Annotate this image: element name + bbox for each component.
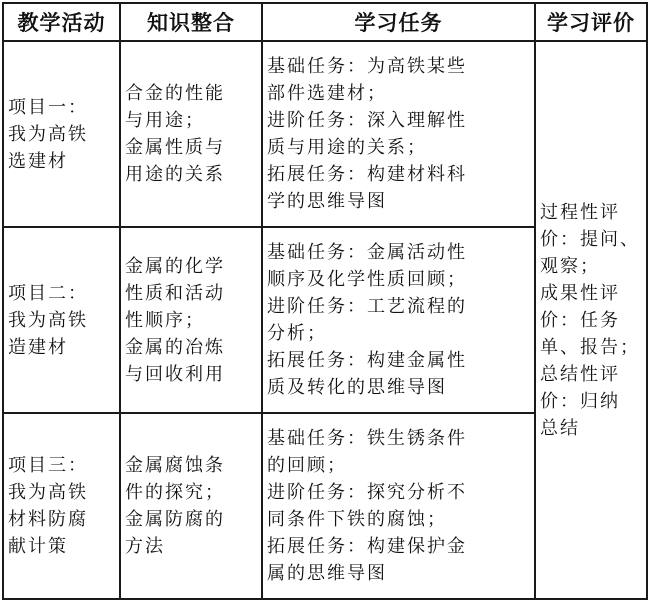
cell-line: 基础任务：为高铁某些 [267, 56, 467, 77]
cell-line: 与回收利用 [125, 363, 225, 385]
cell-line: 性顺序； [125, 309, 205, 331]
activity-cell [3, 413, 120, 599]
table-row [3, 41, 647, 227]
activity-cell [3, 227, 120, 413]
cell-line: 造建材 [8, 336, 68, 358]
cell-line: 价：归纳 [540, 390, 620, 412]
cell-line: 金属的冶炼 [125, 336, 225, 358]
cell-line: 与用途； [125, 110, 205, 131]
cell-line: 献计策 [8, 536, 68, 557]
tasks-cell [262, 227, 535, 413]
cell-line: 金属性质与 [125, 137, 225, 158]
cell-line: 总结性评 [540, 363, 620, 385]
cell-line: 合金的性能 [125, 83, 225, 104]
cell-line: 我为高铁 [8, 309, 88, 331]
cell-line: 价：提问、 [540, 228, 640, 250]
header-row [3, 3, 647, 41]
cell-line: 基础任务：铁生锈条件 [267, 428, 467, 449]
header-knowledge: 知识整合 [120, 3, 262, 41]
cell-line: 拓展任务：构建金属性 [267, 350, 467, 371]
cell-line: 进阶任务：深入理解性 [267, 110, 467, 131]
cell-line: 价：任务 [540, 309, 620, 331]
cell-line: 进阶任务：探究分析不 [267, 482, 467, 503]
knowledge-cell [120, 413, 262, 599]
header-tasks: 学习任务 [262, 3, 535, 41]
cell-line: 金属的化学 [125, 255, 225, 277]
tasks-cell [262, 41, 535, 227]
cell-line: 成果性评 [540, 282, 620, 304]
cell-line: 拓展任务：构建材料科 [267, 164, 467, 185]
tasks-cell [262, 413, 535, 599]
cell-line: 项目一： [8, 96, 88, 118]
knowledge-cell [120, 41, 262, 227]
cell-line: 的回顾； [267, 455, 347, 476]
cell-line: 材料防腐 [8, 509, 88, 530]
cell-line: 顺序及化学性质回顾； [267, 269, 467, 290]
cell-line: 项目三： [8, 455, 88, 476]
cell-line: 单、报告； [540, 336, 640, 358]
cell-line: 金属腐蚀条 [125, 455, 225, 476]
cell-line: 观察； [540, 255, 600, 277]
cell-line: 我为高铁 [8, 482, 88, 503]
cell-line: 件的探究； [125, 482, 225, 503]
header-activity: 教学活动 [3, 3, 120, 41]
cell-line: 拓展任务：构建保护金 [267, 536, 467, 557]
evaluation-cell [535, 41, 647, 599]
cell-line: 质及转化的思维导图 [267, 377, 447, 398]
cell-line: 总结 [540, 417, 580, 439]
cell-line: 金属防腐的 [125, 509, 225, 530]
cell-line: 属的思维导图 [267, 563, 387, 584]
cell-line: 质与用途的关系； [267, 137, 427, 158]
cell-line: 分析； [267, 323, 327, 344]
teaching-plan-table [2, 2, 648, 600]
cell-line: 进阶任务：工艺流程的 [267, 296, 467, 317]
cell-line: 学的思维导图 [267, 191, 387, 212]
cell-line: 基础任务：金属活动性 [267, 242, 467, 263]
activity-cell [3, 41, 120, 227]
cell-line: 我为高铁 [8, 123, 88, 145]
cell-line: 部件选建材； [267, 83, 387, 104]
cell-line: 用途的关系 [125, 164, 225, 185]
header-evaluation: 学习评价 [535, 3, 647, 41]
cell-line: 过程性评 [540, 201, 620, 223]
knowledge-cell [120, 227, 262, 413]
cell-line: 选建材 [8, 150, 68, 172]
cell-line: 性质和活动 [125, 282, 225, 304]
cell-line: 方法 [125, 536, 165, 557]
cell-line: 项目二： [8, 282, 88, 304]
cell-line: 同条件下铁的腐蚀； [267, 509, 447, 530]
